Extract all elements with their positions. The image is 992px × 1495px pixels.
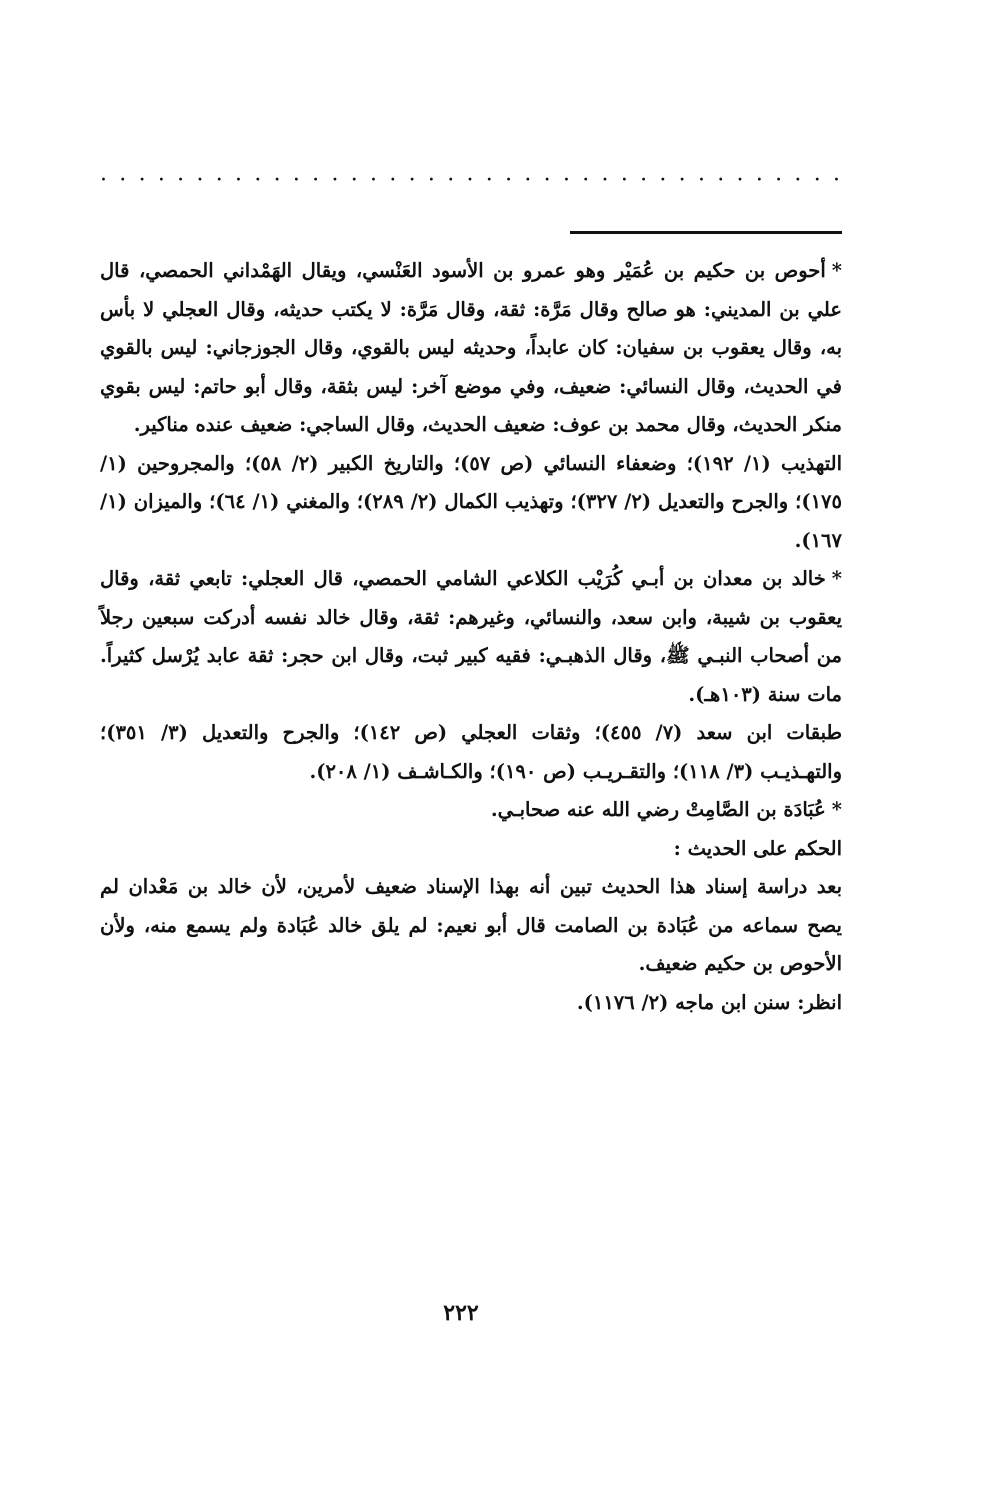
- narrator-bio-text: عُبَادَة بن الصَّامِتْ رضي الله عنه صحابـي.: [490, 798, 826, 821]
- footnote-separator-rule: [570, 231, 842, 234]
- narrator-entry-khalid: [100, 560, 842, 714]
- narrator-entry-ahwas: [100, 252, 842, 445]
- footnote-separator-dots: · · · · · · · · · · · · · · · · · · · · · · · · · · · · · · · · · · · · · · ·: [100, 168, 842, 193]
- narrator-sources-khalid: طبقات ابن سعد (٧/ ٤٥٥)؛ وثقات العجلي (ص ١٤٢)؛ والجرح والتعديل (٣/ ٣٥١)؛ والتهـذيـب (٣/ ١١٨)؛ والتقـريـب (ص ١٩٠)؛ والكـاشـف (١/ ٢٠٨).: [100, 721, 842, 783]
- footnote-content: [100, 252, 842, 1022]
- ruling-reference: انظر: سنن ابن ماجه (٢/ ١١٧٦).: [576, 990, 842, 1014]
- narrator-sources-ahwas: التهذيب (١/ ١٩٢)؛ وضعفاء النسائي (ص ٥٧)؛ والتاريخ الكبير (٢/ ٥٨)؛ والمجروحين (١/ ١٧٥)؛ والجرح والتعديل (٢/ ٣٢٧)؛ وتهذيب الكمال (٢/ ٢٨٩)؛ والمغني (١/ ٦٤)؛ والميزان (١/ ١٦٧).: [100, 451, 842, 552]
- bullet-star-icon: *: [831, 259, 842, 282]
- narrator-entry-ubada: [100, 791, 842, 830]
- page-number: ٢٢٢: [443, 1300, 479, 1326]
- bullet-star-icon: *: [831, 798, 842, 821]
- ruling-heading: الحكم على الحديث :: [673, 836, 842, 860]
- narrator-bio-text: خالد بن معدان بن أبـي كُرَيْب الكلاعي الشامي الحمصي، قال العجلي: تابعي ثقة، وقال يعقوب بن شيبة، وابن سعد، والنسائي، وغيرهم: ثقة، وقال خالد نفسه أدركت سبعين رجلاً من أصحاب النبـي ﷺ، وقال الذهبـي: فقيه كبير ثبت، وقال ابن حجر: ثقة عابد يُرْسل كثيراً. مات سنة (١٠٣هـ).: [100, 567, 842, 706]
- narrator-bio-text: أحوص بن حكيم بن عُمَيْر وهو عمرو بن الأسود العَنْسي، ويقال الهَمْداني الحمصي، قال علي بن المديني: هو صالح وقال مَرَّة: ثقة، وقال مَرَّة: لا يكتب حديثه، وقال العجلي لا بأس به، وقال يعقوب بن سفيان: كان عابداً، وحديثه ليس بالقوي، وقال الجوزجاني: ليس بالقوي في الحديث، وقال النسائي: ضعيف، وفي موضع آخر: ليس بثقة، وقال أبو حاتم: ليس بقوي منكر الحديث، وقال محمد بن عوف: ضعيف الحديث، وقال الساجي: ضعيف عنده مناكير.: [100, 259, 842, 436]
- ruling-body: بعد دراسة إسناد هذا الحديث تبين أنه بهذا الإسناد ضعيف لأمرين، لأن خالد بن مَعْدان لم يصح سماعه من عُبَادة بن الصامت قال أبو نعيم: لم يلق خالد عُبَادة ولم يسمع منه، ولأن الأحوص بن حكيم ضعيف.: [100, 875, 842, 975]
- bullet-star-icon: *: [831, 567, 842, 590]
